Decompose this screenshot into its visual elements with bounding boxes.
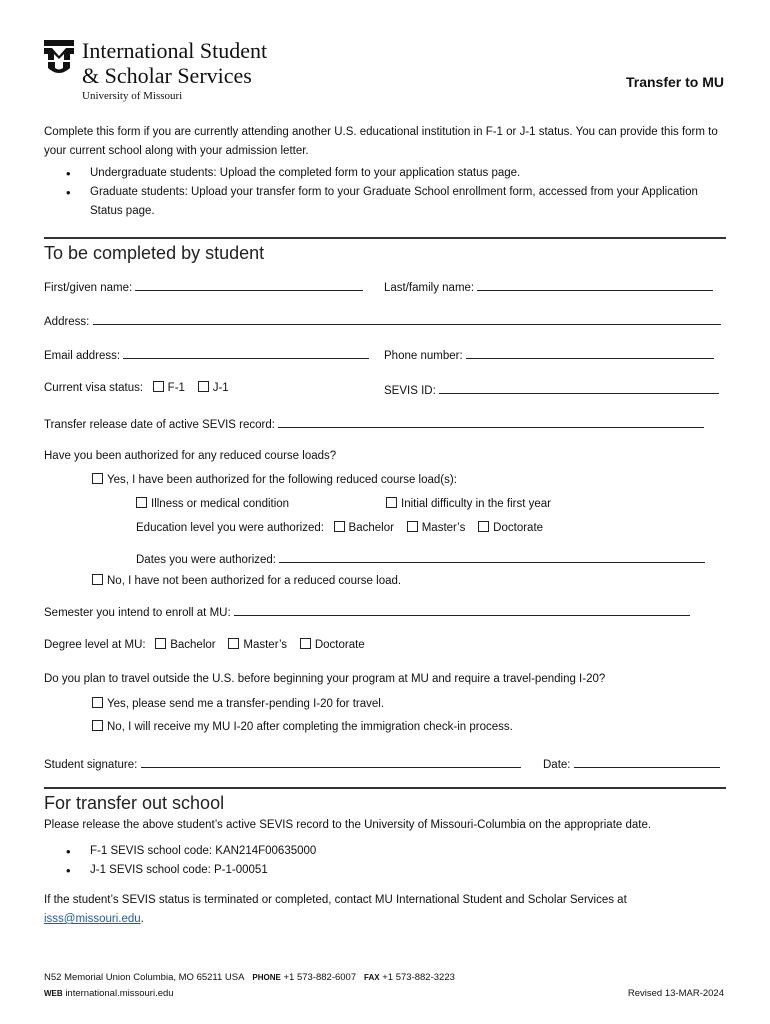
reduced-no-checkbox[interactable] — [92, 574, 103, 585]
footer-address: N52 Memorial Union Columbia, MO 65211 USA — [44, 972, 245, 983]
dates-authorized-row — [136, 550, 705, 566]
signature-row — [44, 755, 521, 771]
sevis-id-row — [384, 381, 719, 397]
email-label: Email address: — [44, 350, 121, 362]
intro-bullet: • Graduate students: Upload your transfer form to your Graduate School enrollment form, accessed from your Application Status page. — [66, 183, 726, 221]
transfer-out-heading: For transfer out school — [44, 793, 225, 813]
dates-authorized-label: Dates you were authorized: — [136, 554, 276, 566]
degree-level-label: Degree level at MU: — [44, 639, 146, 651]
footer-phone-label: PHONE — [252, 973, 281, 982]
transfer-out-text: Please release the above student’s active SEVIS record to the University of Missouri-Columbia on the appropriate date. — [44, 819, 652, 831]
semester-row — [44, 603, 690, 619]
phone-row — [384, 346, 714, 362]
release-date-row — [44, 415, 704, 431]
contact-period: . — [140, 913, 144, 925]
travel-no-label: No, I will receive my MU I-20 after completing the immigration check-in process. — [107, 721, 513, 733]
visa-j1-label: J-1 — [212, 382, 229, 394]
semester-field[interactable] — [234, 603, 690, 616]
travel-yes-checkbox[interactable] — [92, 697, 103, 708]
reduced-yes-checkbox[interactable] — [92, 473, 103, 484]
school-code-item: • J-1 SEVIS school code: P-1-00051 — [66, 861, 726, 880]
visa-status-row — [44, 381, 229, 394]
degree-doctorate-checkbox[interactable] — [300, 638, 311, 649]
visa-f1-checkbox[interactable] — [153, 381, 164, 392]
first-name-row — [44, 278, 363, 294]
revised-date: Revised 13-MAR-2024 — [627, 988, 724, 999]
release-date-label: Transfer release date of active SEVIS record: — [44, 419, 275, 431]
illness-label: Illness or medical condition — [151, 498, 290, 510]
org-name-line1: International Student — [82, 38, 268, 63]
page-title: Transfer to MU — [625, 74, 724, 90]
section-divider — [44, 787, 726, 789]
footer-contact — [44, 972, 455, 983]
intro-bullet: • Undergraduate students: Upload the completed form to your application status page. — [66, 164, 726, 183]
first-name-label: First/given name: — [44, 282, 133, 294]
contact-text: If the student’s SEVIS status is terminated or completed, contact MU International Student and Scholar Services at — [44, 894, 627, 906]
degree-level-row — [44, 638, 365, 651]
reduced-no-label: No, I have not been authorized for a reduced course load. — [107, 575, 402, 587]
date-field[interactable] — [574, 755, 720, 768]
travel-yes-label: Yes, please send me a transfer-pending I-20 for travel. — [107, 698, 385, 710]
footer-web-label: WEB — [44, 989, 63, 998]
reduced-yes-label: Yes, I have been authorized for the following reduced course load(s): — [107, 474, 457, 486]
degree-doctorate-label: Doctorate — [314, 639, 365, 651]
intro-bullet-list — [66, 164, 726, 221]
contact-paragraph — [44, 891, 724, 929]
email-row — [44, 346, 369, 362]
visa-j1-checkbox[interactable] — [198, 381, 209, 392]
signature-field[interactable] — [141, 755, 521, 768]
school-code-list — [66, 842, 726, 880]
travel-yes-row — [92, 697, 384, 710]
university-name: University of Missouri — [82, 90, 183, 102]
edu-masters-checkbox[interactable] — [407, 521, 418, 532]
initial-difficulty-row — [386, 497, 551, 510]
first-name-field[interactable] — [135, 278, 363, 291]
travel-no-checkbox[interactable] — [92, 720, 103, 731]
signature-label: Student signature: — [44, 759, 138, 771]
reduced-no-row — [92, 574, 401, 587]
semester-label: Semester you intend to enroll at MU: — [44, 607, 231, 619]
footer-fax: +1 573-882-3223 — [382, 972, 455, 983]
email-field[interactable] — [123, 346, 369, 359]
date-row — [543, 755, 720, 771]
sevis-id-field[interactable] — [439, 381, 719, 394]
edu-level-row — [136, 521, 543, 534]
reduced-load-question: Have you been authorized for any reduced course loads? — [44, 450, 337, 462]
degree-bachelor-checkbox[interactable] — [155, 638, 166, 649]
initial-difficulty-checkbox[interactable] — [386, 497, 397, 508]
sevis-id-label: SEVIS ID: — [384, 385, 436, 397]
edu-doctorate-label: Doctorate — [493, 522, 544, 534]
visa-status-label: Current visa status: — [44, 382, 144, 394]
address-field[interactable] — [93, 312, 721, 325]
degree-masters-label: Master’s — [243, 639, 288, 651]
edu-level-label: Education level you were authorized: — [136, 522, 324, 534]
mu-logo-icon — [44, 40, 74, 74]
initial-difficulty-label: Initial difficulty in the first year — [401, 498, 551, 510]
travel-question: Do you plan to travel outside the U.S. before beginning your program at MU and require a travel-pending I-20? — [44, 673, 606, 685]
footer-phone: +1 573-882-6007 — [283, 972, 357, 983]
address-label: Address: — [44, 316, 90, 328]
org-name-line2: & Scholar Services — [82, 63, 252, 88]
phone-field[interactable] — [466, 346, 714, 359]
phone-label: Phone number: — [384, 350, 463, 362]
visa-f1-label: F-1 — [167, 382, 185, 394]
school-code-item: • F-1 SEVIS school code: KAN214F00635000 — [66, 842, 726, 861]
last-name-row — [384, 278, 713, 294]
reduced-yes-row — [92, 473, 457, 486]
last-name-field[interactable] — [477, 278, 713, 291]
travel-no-row — [92, 720, 513, 733]
edu-bachelor-label: Bachelor — [348, 522, 394, 534]
isss-email-link[interactable]: isss@missouri.edu — [44, 913, 141, 925]
footer-web-url: international.missouri.edu — [65, 988, 174, 999]
illness-checkbox[interactable] — [136, 497, 147, 508]
footer-fax-label: FAX — [364, 973, 380, 982]
degree-bachelor-label: Bachelor — [170, 639, 216, 651]
footer-web — [44, 988, 174, 999]
illness-row — [136, 497, 289, 510]
dates-authorized-field[interactable] — [279, 550, 705, 563]
degree-masters-checkbox[interactable] — [228, 638, 239, 649]
last-name-label: Last/family name: — [384, 282, 475, 294]
section-divider — [44, 237, 726, 239]
edu-bachelor-checkbox[interactable] — [334, 521, 345, 532]
edu-masters-label: Master’s — [421, 522, 466, 534]
edu-doctorate-checkbox[interactable] — [478, 521, 489, 532]
date-label: Date: — [543, 759, 571, 771]
address-row — [44, 312, 721, 328]
intro-paragraph: Complete this form if you are currently attending another U.S. educational institution in F-1 or J-1 status. You can provide this form to your current school along with your admission letter. — [44, 126, 718, 157]
student-section-heading: To be completed by student — [44, 243, 265, 263]
release-date-field[interactable] — [278, 415, 704, 428]
